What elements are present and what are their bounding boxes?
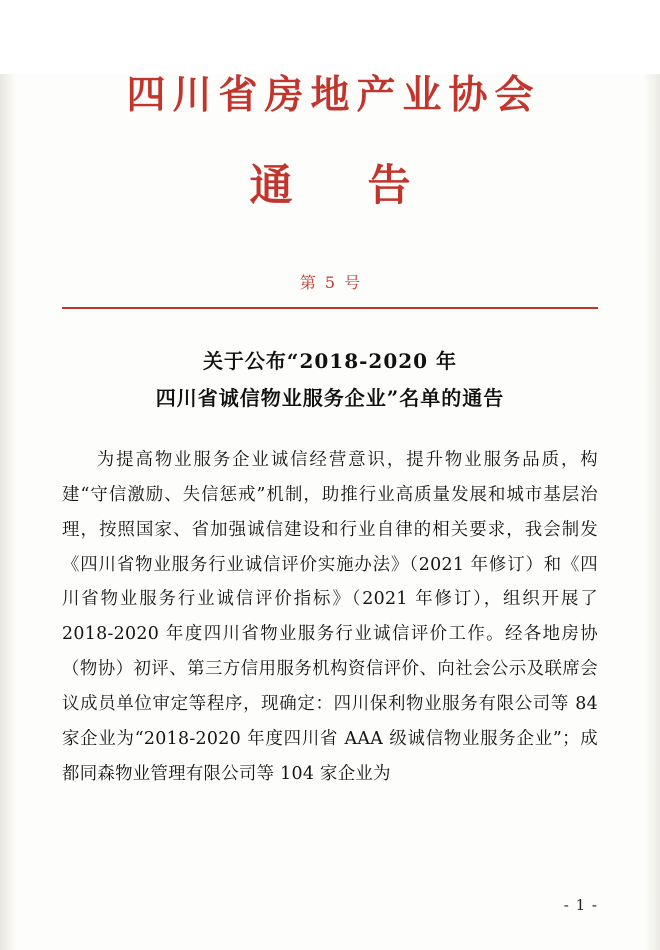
organization-title: 四川省房地产业协会 (126, 72, 541, 118)
body-paragraph: 为提高物业服务企业诚信经营意识，提升物业服务品质，构建“守信激励、失信惩戒”机制，助推行业高质量发展和城市基层治理，按照国家、省加强诚信建设和行业自律的相关要求，我会制发《四川省物业服务行业诚信评价实施办法》（2021 年修订）和《四川省物业服务行业诚信评价指标》（2021 年修订），组织开展了 2018-2020 年度四川省物业服务行业诚信评价工作。经各地房协（物协）初评、第三方信用服务机构资信评价、向社会公示及联席会议成员单位审定等程序，现确定：四川保利物业服务有限公司等 84 家企业为“2018-2020 年度四川省 AAA 级诚信物业服务企业”；成都同森物业管理有限公司等 104 家企业为 (62, 450, 598, 784)
document-subject (62, 343, 598, 417)
red-divider-rule (62, 307, 598, 309)
page-number: - 1 - (563, 896, 598, 914)
document-body (62, 443, 598, 791)
document-page (0, 74, 660, 950)
document-number: 第 5 号 (299, 273, 363, 293)
document-type-heading: 通 告 (249, 160, 441, 211)
subject-line-1: 关于公布“2018-2020 年 (202, 349, 458, 374)
subject-line-2: 四川省诚信物业服务企业”名单的通告 (155, 386, 505, 411)
